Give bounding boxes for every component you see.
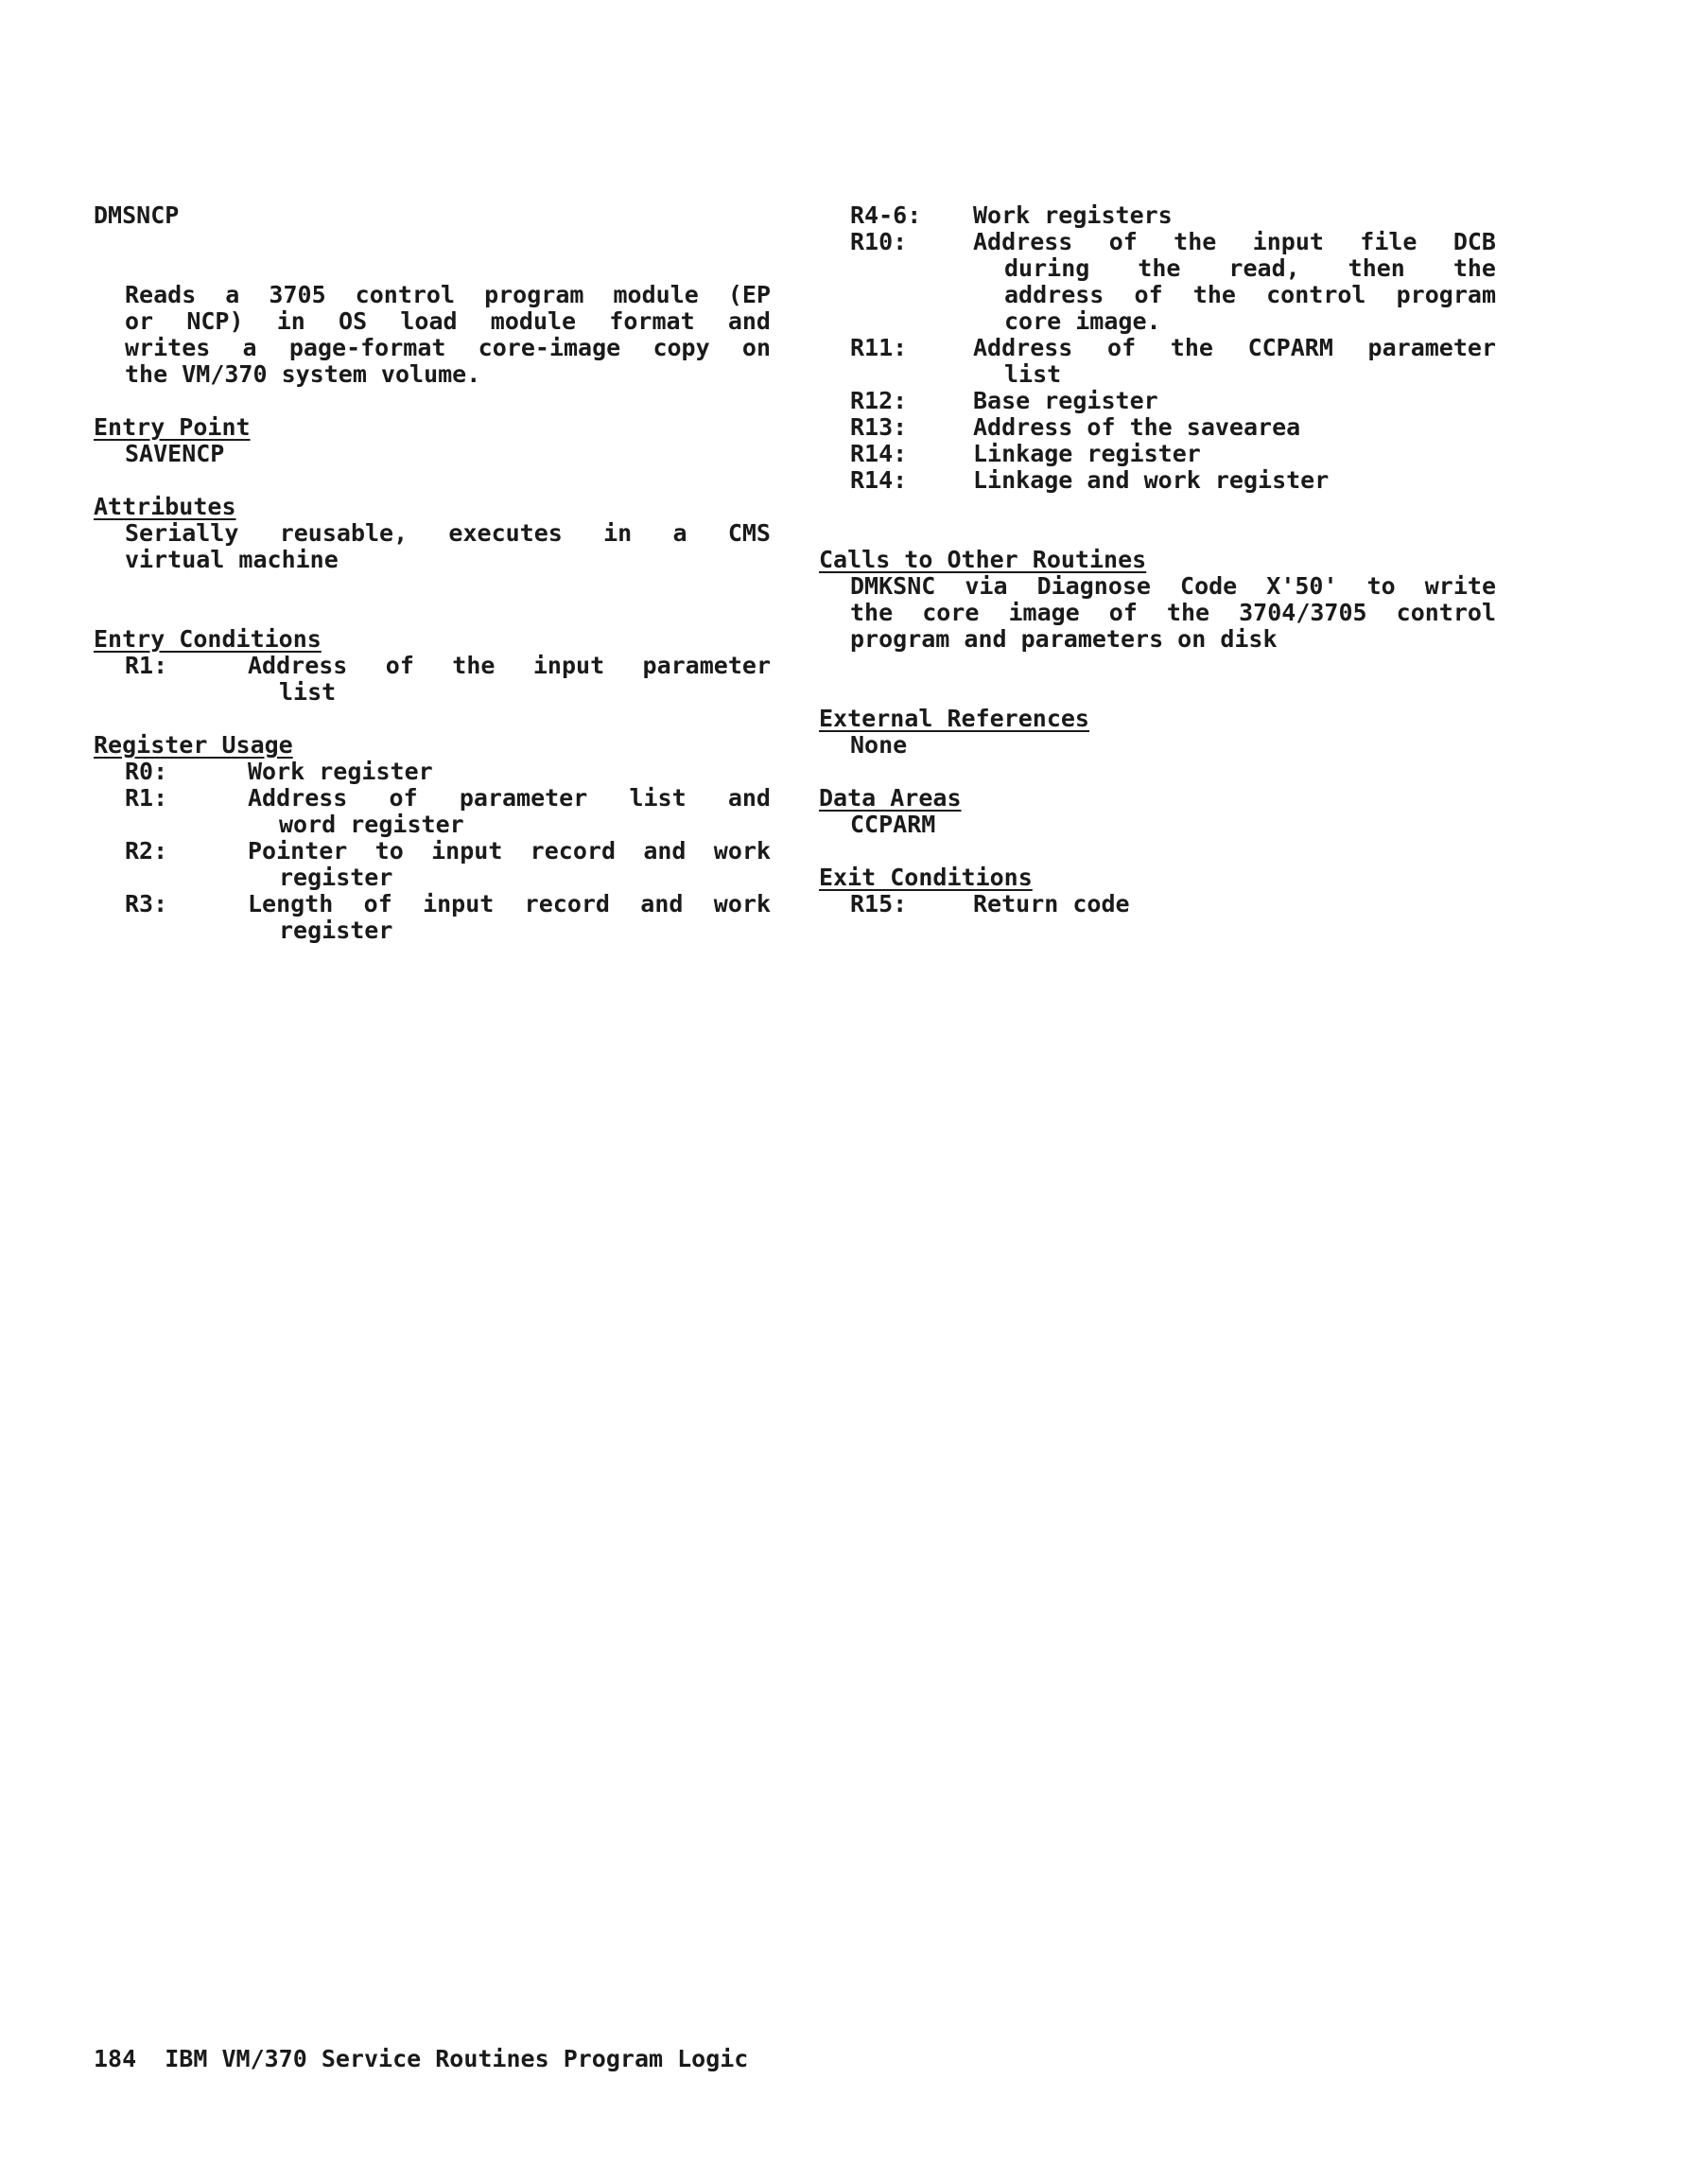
external-references-heading: External References	[819, 705, 1089, 732]
register-description: Linkage register	[973, 440, 1201, 467]
register-entry	[819, 467, 1496, 494]
left-column	[94, 202, 771, 944]
register-entry	[819, 202, 1496, 229]
data-areas-value: CCPARM	[850, 811, 936, 838]
register-entry	[819, 335, 1496, 388]
page-footer: 184 IBM VM/370 Service Routines Program Logic	[94, 2045, 749, 2072]
entry-conditions-heading: Entry Conditions	[94, 625, 322, 653]
attributes-line: virtual machine	[125, 546, 339, 573]
register-name: R11:	[850, 334, 908, 361]
exit-conditions-heading: Exit Conditions	[819, 864, 1033, 891]
register-description: core image.	[1004, 307, 1161, 335]
register-name: R3:	[125, 890, 168, 917]
register-description: Return code	[973, 890, 1130, 917]
register-name: R15:	[850, 890, 908, 917]
entry-point-section	[94, 414, 771, 467]
register-description: address of the control program	[1004, 281, 1496, 308]
data-areas-section	[819, 785, 1496, 838]
right-column	[819, 202, 1496, 917]
calls-to-other-routines-section	[819, 547, 1496, 653]
register-name: R0:	[125, 758, 168, 785]
register-entry	[819, 414, 1496, 441]
register-name: R1:	[125, 784, 168, 812]
external-references-section	[819, 706, 1496, 759]
register-description: Address of the savearea	[973, 413, 1301, 441]
register-entry	[94, 838, 771, 891]
register-description: Length of input record and work	[248, 890, 771, 917]
calls-line: DMKSNC via Diagnose Code X'50' to write	[850, 572, 1496, 600]
register-usage-continued	[819, 202, 1496, 494]
entry-point-value: SAVENCP	[125, 440, 225, 467]
register-usage-heading: Register Usage	[94, 731, 293, 759]
register-description: register	[279, 864, 393, 891]
register-description: Address of the input parameter	[248, 652, 771, 679]
register-entry	[819, 388, 1496, 414]
register-description: Address of parameter list and	[248, 784, 771, 812]
register-entry	[94, 653, 771, 706]
description-line: or NCP) in OS load module format and	[125, 307, 771, 335]
register-name: R14:	[850, 466, 908, 494]
register-entry	[94, 759, 771, 785]
entry-conditions-section	[94, 626, 771, 706]
external-references-value: None	[850, 731, 908, 759]
register-name: R10:	[850, 228, 908, 255]
exit-conditions-section	[819, 865, 1496, 917]
register-description: list	[279, 678, 337, 706]
register-name: R1:	[125, 652, 168, 679]
register-entry	[819, 891, 1496, 917]
register-description: Base register	[973, 387, 1158, 414]
attributes-heading: Attributes	[94, 493, 236, 520]
attributes-section	[94, 494, 771, 573]
register-description: Address of the CCPARM parameter	[973, 334, 1496, 361]
register-name: R2:	[125, 837, 168, 865]
register-description: Linkage and work register	[973, 466, 1330, 494]
register-usage-section	[94, 732, 771, 944]
register-entry	[819, 441, 1496, 467]
register-description: register	[279, 917, 393, 944]
register-entry	[819, 229, 1496, 335]
description-line: writes a page-format core-image copy on	[125, 334, 771, 361]
register-description: list	[1004, 360, 1062, 388]
register-entry	[94, 891, 771, 944]
register-description: word register	[279, 811, 464, 838]
register-description: during the read, then the	[1004, 254, 1496, 282]
register-name: R4-6:	[850, 201, 922, 229]
description-line: the VM/370 system volume.	[125, 360, 481, 388]
calls-heading: Calls to Other Routines	[819, 546, 1147, 573]
register-description: Work register	[248, 758, 433, 785]
entry-point-heading: Entry Point	[94, 413, 251, 441]
register-name: R12:	[850, 387, 908, 414]
description-line: Reads a 3705 control program module (EP	[125, 281, 771, 308]
attributes-line: Serially reusable, executes in a CMS	[125, 519, 771, 547]
calls-line: the core image of the 3704/3705 control	[850, 599, 1496, 626]
register-description: Work registers	[973, 201, 1173, 229]
register-description: Pointer to input record and work	[248, 837, 771, 865]
register-description: Address of the input file DCB	[973, 228, 1496, 255]
register-entry	[94, 785, 771, 838]
data-areas-heading: Data Areas	[819, 784, 962, 812]
register-name: R13:	[850, 413, 908, 441]
calls-line: program and parameters on disk	[850, 625, 1278, 653]
register-name: R14:	[850, 440, 908, 467]
module-name: DMSNCP	[94, 201, 180, 229]
module-description	[94, 282, 771, 388]
